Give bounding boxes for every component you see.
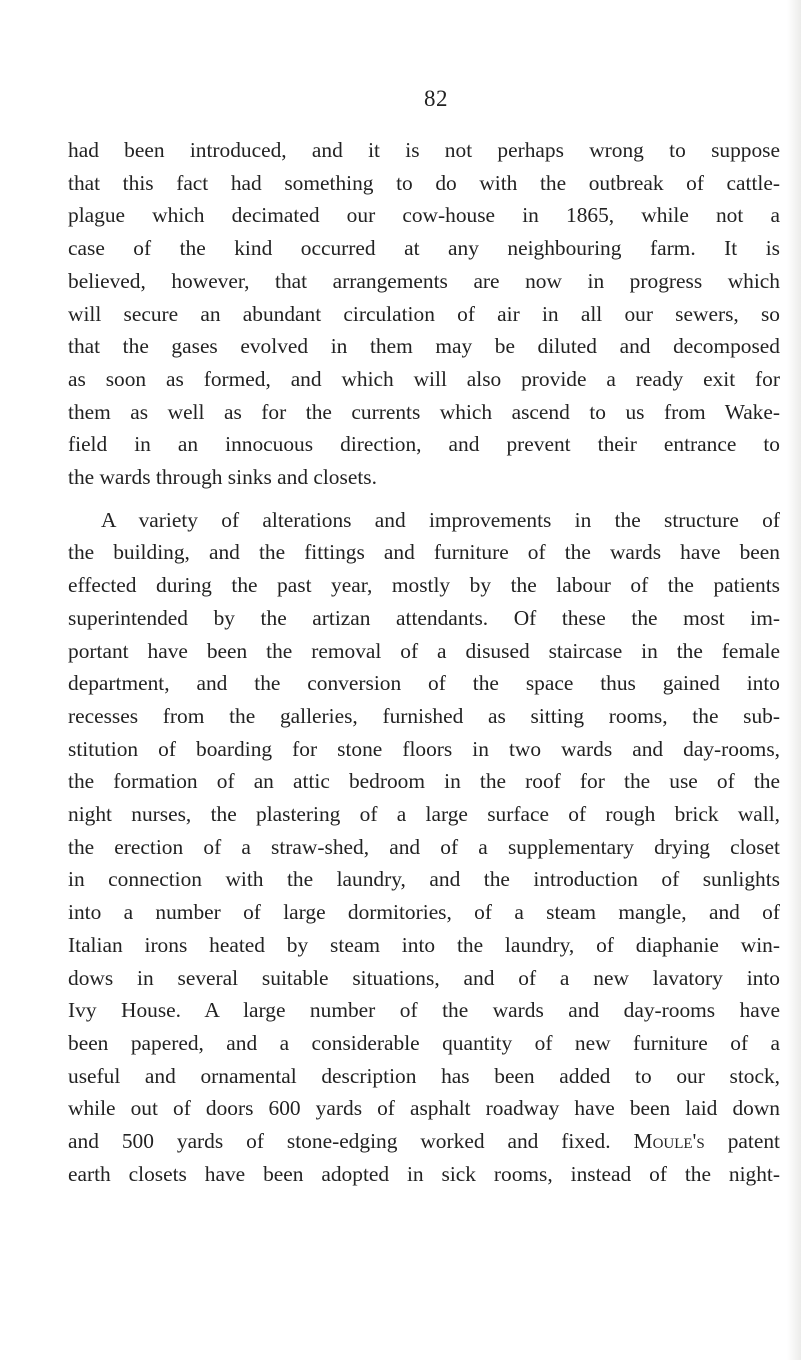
- text-line: Ivy House. A large number of the wards and day-rooms have: [68, 998, 780, 1023]
- text-line: field in an innocuous direction, and prevent their entrance to: [68, 432, 780, 457]
- text-line-with-smallcaps: [68, 1125, 780, 1158]
- text-line: portant have been the removal of a disused staircase in the female: [68, 638, 780, 663]
- text-line: department, and the conversion of the space thus gained into: [68, 671, 780, 696]
- text-line: plague which decimated our cow-house in 1865, while not a: [68, 203, 780, 228]
- text-line: A variety of alterations and improvements in the structure of: [101, 507, 780, 532]
- text-line: will secure an abundant circulation of air in all our sewers, so: [68, 301, 780, 326]
- text-line: the formation of an attic bedroom in the roof for the use of the: [68, 769, 780, 794]
- text-line: case of the kind occurred at any neighbouring farm. It is: [68, 236, 780, 261]
- paragraph-2: [68, 504, 780, 1191]
- text-line: stitution of boarding for stone floors in two wards and day-rooms,: [68, 736, 780, 761]
- text-fragment: and 500 yards of stone-edging worked and fixed.: [68, 1129, 611, 1154]
- paragraph-1: [68, 134, 780, 494]
- text-line: earth closets have been adopted in sick rooms, instead of the night-: [68, 1161, 780, 1186]
- body-text: [68, 134, 780, 1191]
- text-line: the building, and the fittings and furniture of the wards have been: [68, 540, 780, 565]
- text-line: recesses from the galleries, furnished as sitting rooms, the sub-: [68, 703, 780, 728]
- text-line: that the gases evolved in them may be diluted and decomposed: [68, 334, 780, 359]
- text-line: had been introduced, and it is not perhaps wrong to suppose: [68, 138, 780, 162]
- text-line: while out of doors 600 yards of asphalt roadway have been laid down: [68, 1096, 780, 1121]
- text-fragment: patent: [727, 1129, 780, 1154]
- page-number: 82: [424, 86, 448, 111]
- text-line: as soon as formed, and which will also provide a ready exit for: [68, 366, 780, 391]
- text-line: been papered, and a considerable quantity of new furniture of a: [68, 1030, 780, 1055]
- proper-name-smallcaps: Moule's: [633, 1129, 705, 1154]
- text-line: superintended by the artizan attendants. Of these the most im-: [68, 605, 780, 630]
- text-line: believed, however, that arrangements are now in progress which: [68, 268, 780, 293]
- text-line: them as well as for the currents which ascend to us from Wake-: [68, 399, 780, 424]
- text-line: dows in several suitable situations, and of a new lavatory into: [68, 965, 780, 990]
- text-line: into a number of large dormitories, of a steam mangle, and of: [68, 900, 780, 925]
- text-line: the wards through sinks and closets.: [68, 465, 377, 490]
- text-line: the erection of a straw-shed, and of a supplementary drying closet: [68, 834, 780, 859]
- text-line: Italian irons heated by steam into the laundry, of diaphanie win-: [68, 932, 780, 957]
- text-line: in connection with the laundry, and the introduction of sunlights: [68, 867, 780, 892]
- text-line: effected during the past year, mostly by the labour of the patients: [68, 573, 780, 598]
- text-line: useful and ornamental description has been added to our stock,: [68, 1063, 780, 1088]
- page-edge-shadow: [787, 0, 801, 1360]
- text-line: night nurses, the plastering of a large surface of rough brick wall,: [68, 802, 780, 827]
- text-line: that this fact had something to do with the outbreak of cattle-: [68, 170, 780, 195]
